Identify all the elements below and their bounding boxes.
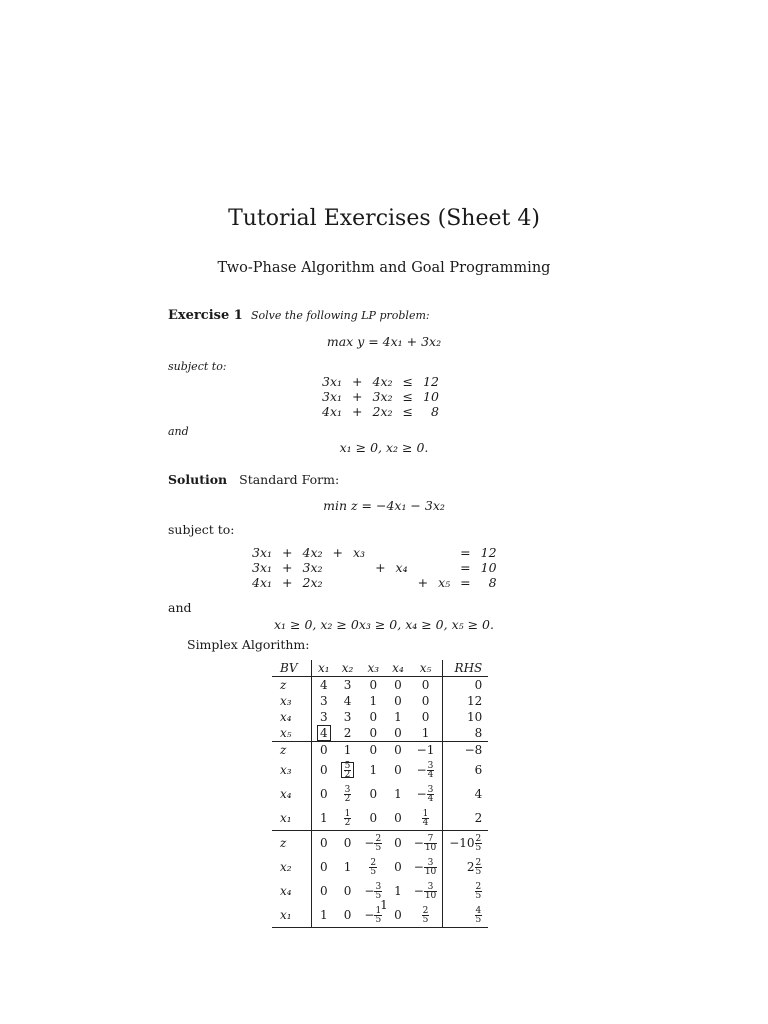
simplex-cell: − $\frac{3}{5}$ [364,881,382,901]
simplex-cell: − $\frac{3}{10}$ [413,881,437,901]
solution-constraint-row [248,560,501,575]
simplex-cell: − $\frac{3}{10}$ [413,857,437,877]
simplex-cell: 0 [387,903,409,928]
simplex-cell: 0 [320,860,328,874]
exercise-label: Exercise 1 [168,308,243,323]
simplex-cell: 0 [320,763,328,777]
simplex-cell: 0 [369,743,378,757]
simplex-cell: 0 [394,836,402,850]
solution-constraint-term: + [282,545,293,560]
solution-constraint-term [434,545,454,560]
simplex-cell: $\frac{1}{2}$ [336,806,360,831]
simplex-label: Simplex Algorithm: [187,637,310,652]
pivot-element: $\frac{5}{2}$ [341,762,355,778]
simplex-row [272,831,488,856]
simplex-cell: 3 [320,710,328,724]
solution-constraint-term [434,560,454,575]
simplex-header-cell: BV [272,660,312,677]
exercise-constraint-term: + [352,389,363,404]
simplex-cell: 4 [343,694,352,708]
simplex-row [272,693,488,709]
simplex-cell: 0 [394,860,402,874]
solution-constraint-row [248,575,501,590]
exercise-constraint-row [318,389,443,404]
simplex-header-row [272,660,488,677]
simplex-basic-variable: x₃ [272,758,312,782]
simplex-cell: 0 [421,678,430,692]
simplex-cell: $\frac{2}{5}$ [443,879,489,903]
solution-constraint-term: 4x₁ [252,575,273,590]
simplex-cell: 1 [369,763,378,777]
exercise-constraint-term: 3x₁ [322,374,343,389]
simplex-basic-variable: x₃ [272,693,312,709]
exercise-constraint-term: 8 [430,404,439,419]
solution-constraint-term: 3x₁ [252,560,273,575]
simplex-basic-variable: x₁ [272,806,312,831]
simplex-cell: 0 [387,725,409,742]
solution-constraint-term [392,545,412,560]
solution-constraint-term: = [460,575,471,590]
exercise-constraint-term: 2x₂ [372,404,393,419]
simplex-row [272,855,488,879]
exercise-prompt: Solve the following LP problem: [250,309,430,322]
simplex-cell: 0 [343,884,352,898]
simplex-cell: 2 [336,725,360,742]
solution-subject-to: subject to: [168,522,235,537]
simplex-cell: 2 [443,806,489,831]
solution-constraint-term [327,575,349,590]
simplex-basic-variable: z [272,742,312,759]
simplex-cell: $\frac{2}{5}$ [370,857,377,877]
simplex-cell: 0 [343,836,352,850]
exercise-constraint-term: 4x₂ [372,374,393,389]
simplex-cell: 12 [443,693,489,709]
simplex-cell: 4 [320,678,328,692]
simplex-cell: 1 [312,806,336,831]
solution-constraint-term [412,560,434,575]
simplex-cell: 0 [421,694,430,708]
solution-constraint-row [248,545,501,560]
simplex-cell: 0 [369,787,378,801]
simplex-cell: 0 [443,677,489,694]
exercise-heading [168,308,430,323]
exercise-nonneg: x₁ ≥ 0, x₂ ≥ 0. [339,440,429,455]
simplex-header-cell: x₄ [387,660,409,677]
pivot-element: 4 [317,725,331,741]
simplex-cell: − $\frac{2}{5}$ [364,833,382,853]
simplex-cell: −10 $\frac{2}{5}$ [443,831,489,856]
solution-constraint-term: + [282,560,293,575]
simplex-row [272,677,488,694]
exercise-subject-to: subject to: [168,360,227,373]
simplex-basic-variable: x₅ [272,725,312,742]
simplex-tableau [272,660,488,928]
simplex-cell: 0 [394,743,402,757]
simplex-cell: 1 [394,884,402,898]
solution-constraint-term [349,575,369,590]
exercise-constraint-term: ≤ [402,404,413,419]
simplex-cell: 0 [336,903,360,928]
solution-constraint-term: + [417,575,429,590]
solution-constraint-term: 12 [480,545,497,560]
solution-constraint-term [412,545,434,560]
exercise-constraint-row [318,404,443,419]
simplex-header-cell: x₂ [336,660,360,677]
simplex-cell: 0 [387,806,409,831]
solution-constraint-term: x₅ [438,575,451,590]
simplex-cell: 10 [443,709,489,725]
solution-constraint-term [369,545,391,560]
simplex-cell: − $\frac{7}{10}$ [413,833,437,853]
exercise-constraint-row [318,374,443,389]
simplex-cell: 4 [443,782,489,806]
exercise-objective: max y = 4x₁ + 3x₂ [326,334,442,349]
simplex-cell: 0 [369,678,378,692]
simplex-cell: 0 [369,710,378,724]
simplex-cell: 0 [320,884,328,898]
solution-heading [168,472,339,487]
solution-constraint-term: x₃ [353,545,366,560]
simplex-cell: 0 [394,694,402,708]
simplex-cell [336,758,360,782]
simplex-cell: 0 [394,763,402,777]
simplex-cell: 1 [343,860,352,874]
simplex-basic-variable: z [272,831,312,856]
simplex-cell: 3 [343,678,352,692]
solution-and: and [168,600,192,615]
solution-constraint-term: + [332,545,343,560]
solution-constraint-term [349,560,369,575]
simplex-cell: $\frac{1}{4}$ [409,806,443,831]
exercise-constraint-term: 10 [423,389,439,404]
document-title: Tutorial Exercises (Sheet 4) [228,206,540,231]
simplex-cell: − $\frac{1}{5}$ [359,903,387,928]
solution-nonneg: x₁ ≥ 0, x₂ ≥ 0x₃ ≥ 0, x₄ ≥ 0, x₅ ≥ 0. [274,617,494,632]
simplex-basic-variable: x₁ [272,903,312,928]
document-subtitle: Two-Phase Algorithm and Goal Programming [217,260,551,276]
simplex-cell [312,725,336,742]
simplex-cell: 3 [343,710,352,724]
simplex-basic-variable: x₄ [272,879,312,903]
solution-constraint-term: + [375,560,386,575]
solution-constraints [248,545,501,590]
simplex-header-cell: x₃ [359,660,387,677]
simplex-cell: 0 [421,710,430,724]
solution-constraint-term: 8 [488,575,497,590]
simplex-header-cell: x₁ [312,660,336,677]
simplex-cell: 0 [320,787,328,801]
exercise-constraint-term: + [352,404,363,419]
exercise-constraint-term: 3x₂ [372,389,393,404]
solution-objective: min z = −4x₁ − 3x₂ [323,498,445,513]
solution-label: Solution [168,472,228,487]
solution-constraint-term: = [460,560,471,575]
solution-constraint-term: 3x₂ [302,560,323,575]
simplex-basic-variable: x₄ [272,782,312,806]
solution-constraint-term: x₄ [395,560,408,575]
exercise-constraint-term: ≤ [402,374,413,389]
page-number: 1 [380,898,388,912]
simplex-row [272,725,488,742]
solution-constraint-term [327,560,349,575]
simplex-cell: $\frac{2}{5}$ [409,903,443,928]
exercise-constraint-term: 12 [423,374,439,389]
simplex-cell: 2 $\frac{2}{5}$ [443,855,489,879]
simplex-cell: 0 [320,743,328,757]
simplex-cell: −8 [443,742,489,759]
simplex-cell: 6 [443,758,489,782]
exercise-and: and [168,425,189,438]
simplex-cell: 0 [359,806,387,831]
simplex-row [272,806,488,831]
simplex-cell: 1 [394,710,402,724]
solution-constraint-term [369,575,391,590]
exercise-constraint-term: 3x₁ [322,389,343,404]
simplex-cell: 0 [320,836,328,850]
simplex-header-cell: RHS [443,660,489,677]
simplex-cell: 1 [343,743,352,757]
solution-constraint-term: 10 [480,560,497,575]
simplex-cell: 0 [394,678,402,692]
simplex-row [272,742,488,759]
exercise-constraint-term: + [352,374,363,389]
simplex-row [272,709,488,725]
simplex-cell: 1 [394,787,402,801]
solution-constraint-term: 2x₂ [302,575,323,590]
simplex-cell: 1 [312,903,336,928]
simplex-cell: 3 [320,694,328,708]
solution-standard-form: Standard Form: [239,472,340,487]
simplex-row [272,758,488,782]
simplex-cell: 1 [369,694,378,708]
solution-constraint-term: = [460,545,471,560]
simplex-row [272,782,488,806]
solution-constraint-term: 4x₂ [302,545,323,560]
exercise-constraint-term: 4x₁ [322,404,343,419]
exercise-constraint-term: ≤ [402,389,413,404]
simplex-cell: − $\frac{3}{4}$ [416,760,434,780]
simplex-cell: − $\frac{3}{4}$ [416,784,434,804]
solution-constraint-term: + [282,575,293,590]
simplex-basic-variable: z [272,677,312,694]
simplex-cell: 0 [359,725,387,742]
simplex-basic-variable: x₄ [272,709,312,725]
simplex-cell: −1 [416,743,435,757]
simplex-cell: $\frac{3}{2}$ [344,784,351,804]
exercise-constraints [318,374,443,419]
simplex-header-cell: x₅ [409,660,443,677]
simplex-cell: 1 [409,725,443,742]
solution-constraint-term: 3x₁ [252,545,273,560]
solution-constraint-term [392,575,412,590]
simplex-cell: $\frac{4}{5}$ [443,903,489,928]
simplex-cell: 8 [443,725,489,742]
simplex-basic-variable: x₂ [272,855,312,879]
